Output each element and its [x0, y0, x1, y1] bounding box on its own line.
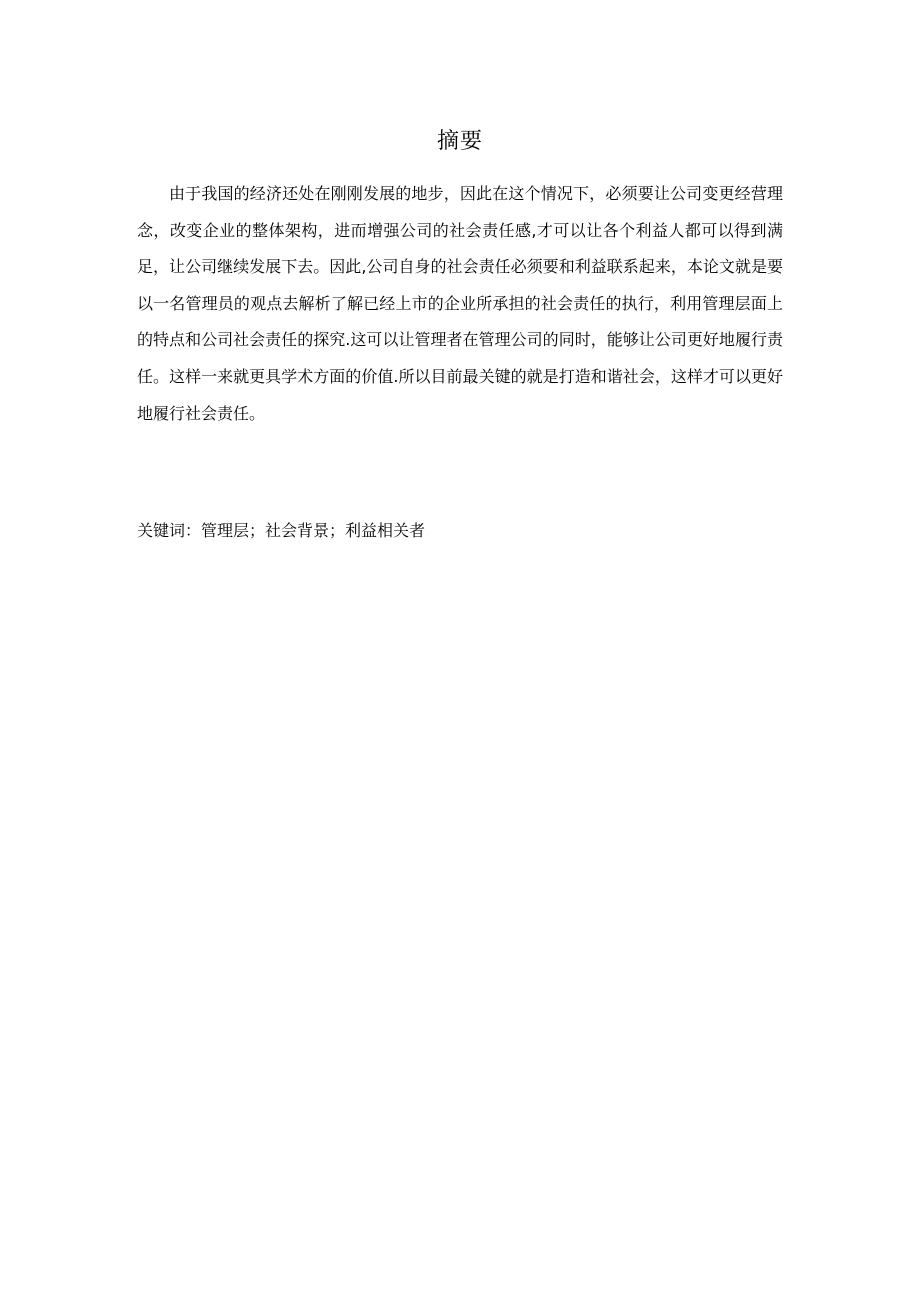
abstract-paragraph: 由于我国的经济还处在刚刚发展的地步，因此在这个情况下，必须要让公司变更经营理念，改变企业的整体架构，进而增强公司的社会责任感,才可以让各个利益人都可以得到满足，让公司继续发展下去。因此,公司自身的社会责任必须要和利益联系起来，本论文就是要以一名管理员的观点去解析了解已经上市的企业所承担的社会责任的执行，利用管理层面上的特点和公司社会责任的探究.这可以让管理者在管理公司的同时，能够让公司更好地履行责任。这样一来就更具学术方面的价值.所以目前最关键的就是打造和谐社会，这样才可以更好地履行社会责任。: [137, 184, 783, 423]
keywords-list: 管理层；社会背景；利益相关者: [201, 521, 426, 540]
keywords-label: 关键词：: [137, 521, 202, 540]
page-title: 摘要: [436, 129, 483, 154]
keywords-line: [137, 513, 783, 549]
